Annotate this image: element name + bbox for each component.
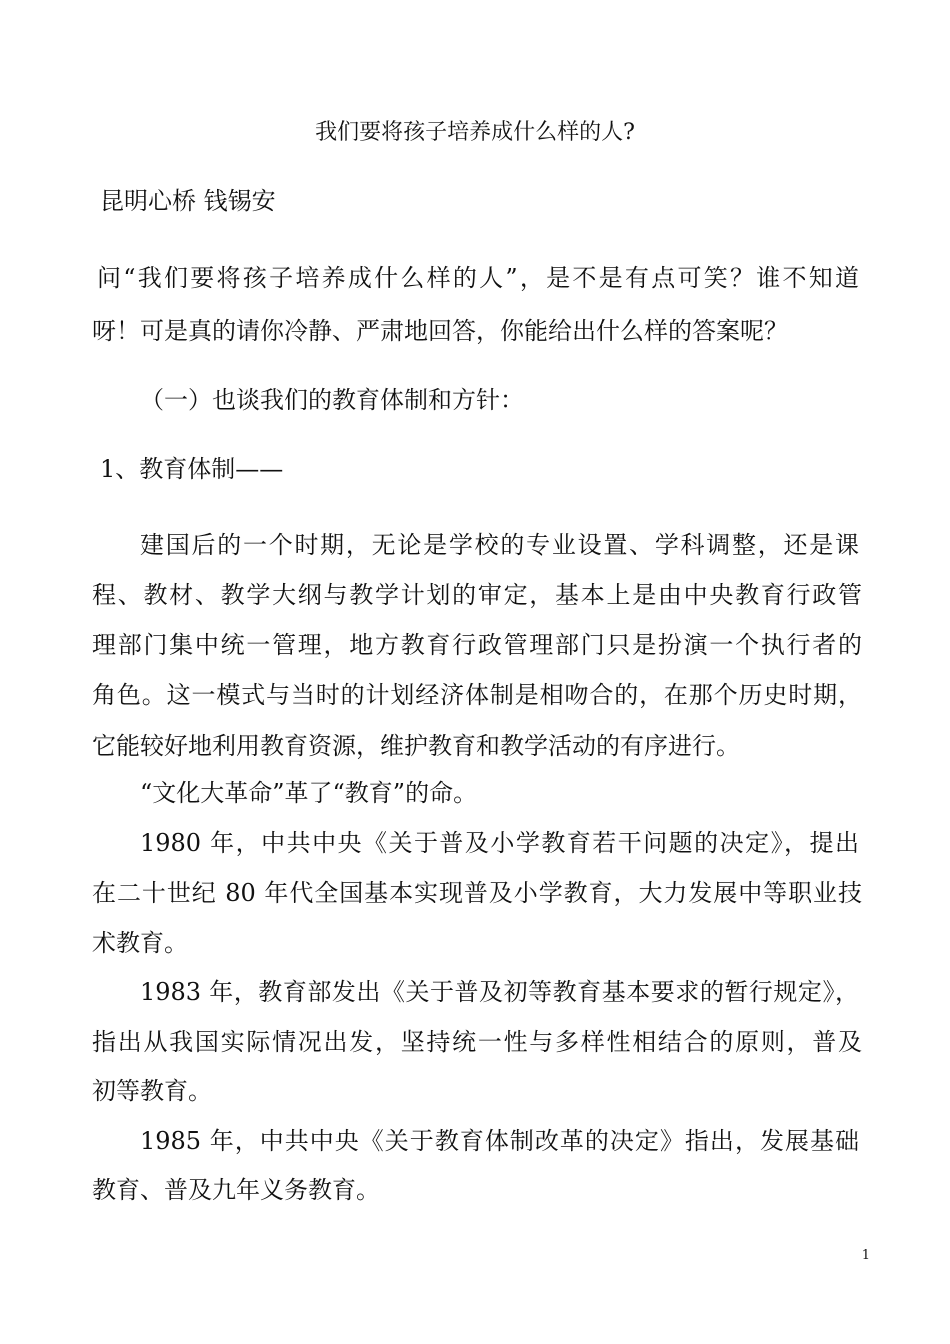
document-title: 我们要将孩子培养成什么样的人? — [315, 120, 635, 145]
paragraph-4-line-2: 指出从我国实际情况出发，坚持统一性与多样性相结合的原则，普及 — [92, 1028, 862, 1056]
section-heading: （一）也谈我们的教育体制和方针： — [140, 386, 524, 414]
paragraph-1-line-2: 程、教材、教学大纲与教学计划的审定，基本上是由中央教育行政管 — [92, 581, 862, 609]
paragraph-5-line-2: 教育、普及九年义务教育。 — [92, 1176, 380, 1204]
paragraph-4-line-3: 初等教育。 — [92, 1077, 212, 1105]
paragraph-1-line-3: 理部门集中统一管理，地方教育行政管理部门只是扮演一个执行者的 — [92, 631, 862, 659]
author-line: 昆明心桥 钱锡安 — [100, 187, 276, 215]
paragraph-1-line-5: 它能较好地利用教育资源，维护教育和教学活动的有序进行。 — [92, 732, 740, 760]
paragraph-1-line-4: 角色。这一模式与当时的计划经济体制是相吻合的，在那个历史时期， — [92, 681, 862, 709]
page-number: 1 — [861, 1248, 870, 1263]
paragraph-3-line-3: 术教育。 — [92, 929, 188, 957]
paragraph-1-line-1: 建国后的一个时期，无论是学校的专业设置、学科调整，还是课 — [140, 531, 859, 559]
paragraph-4-line-1: 1983 年，教育部发出《关于普及初等教育基本要求的暂行规定》， — [140, 978, 859, 1006]
paragraph-2: “文化大革命”革了“教育”的命。 — [140, 779, 478, 807]
intro-line-2: 呀！可是真的请你冷静、严肃地回答，你能给出什么样的答案呢？ — [92, 317, 788, 345]
subheading: 1、教育体制—— — [100, 455, 284, 483]
paragraph-3-line-2: 在二十世纪 80 年代全国基本实现普及小学教育，大力发展中等职业技 — [92, 879, 862, 907]
paragraph-3-line-1: 1980 年，中共中央《关于普及小学教育若干问题的决定》，提出 — [140, 829, 859, 857]
intro-line-1: 问“我们要将孩子培养成什么样的人”，是不是有点可笑？谁不知道 — [97, 264, 859, 292]
paragraph-5-line-1: 1985 年，中共中央《关于教育体制改革的决定》指出，发展基础 — [140, 1127, 859, 1155]
